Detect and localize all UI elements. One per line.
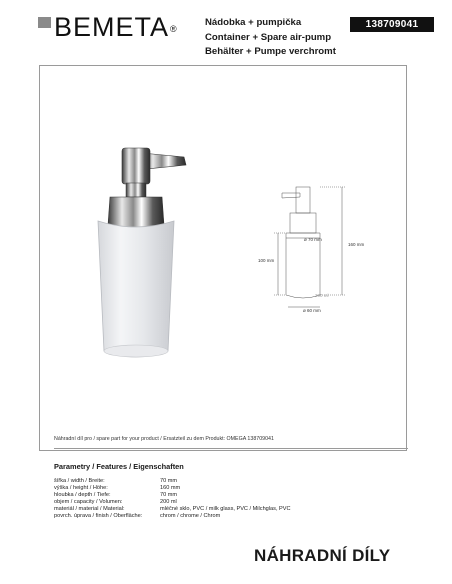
- logo-square-icon: [38, 17, 51, 28]
- footer-spare-parts-label: NÁHRADNÍ DÍLY: [254, 546, 391, 565]
- title-en: Container + Spare air-pump: [205, 31, 332, 43]
- param-value: mléčné sklo, PVC / milk glass, PVC / Milchglas, PVC: [160, 506, 291, 512]
- param-label: výška / height / Höhe:: [54, 485, 108, 491]
- spare-part-note: Náhradní díl pro / spare part for your product / Ersatzteil zu dem Produkt: OMEGA 138709041: [54, 436, 274, 442]
- param-label: objem / capacity / Volumen:: [54, 499, 123, 505]
- section-divider: [54, 448, 408, 449]
- pump-collar: [108, 197, 164, 228]
- drawing-nozzle: [282, 193, 300, 198]
- drawing-pump-head: [296, 187, 310, 213]
- dim-height-total: 160 mm: [348, 242, 365, 247]
- dim-volume: 200 ml: [315, 293, 329, 298]
- glass-base: [104, 345, 168, 357]
- drawing-body: [286, 233, 320, 298]
- param-label: hloubka / depth / Tiefe:: [54, 492, 111, 498]
- product-titles: [205, 16, 336, 60]
- param-row-finish: [54, 513, 354, 520]
- registered-mark: ®: [170, 24, 178, 34]
- parameters-title: Parametry / Features / Eigenschaften: [54, 462, 184, 471]
- param-row-capacity: [54, 499, 354, 506]
- param-label: šířka / width / Breite:: [54, 478, 105, 484]
- dim-height-body: 100 mm: [258, 258, 275, 263]
- dim-diameter-base: ø 60 mm: [303, 308, 321, 313]
- product-code-badge: 138709041: [350, 17, 434, 32]
- param-value: chrom / chrome / Chrom: [160, 513, 221, 519]
- pump-stem: [126, 183, 146, 197]
- product-photo: [84, 135, 204, 370]
- param-value: 70 mm: [160, 478, 178, 484]
- pump-head: [122, 148, 150, 184]
- param-row-height: [54, 485, 354, 492]
- glass-container: [98, 221, 174, 357]
- brand-name: BEMETA: [54, 12, 170, 42]
- param-value: 70 mm: [160, 492, 178, 498]
- param-value: 160 mm: [160, 485, 181, 491]
- param-value: 200 ml: [160, 499, 177, 505]
- dim-diameter-top: ø 70 mm: [304, 237, 322, 242]
- brand-logo: [54, 12, 178, 42]
- param-row-width: [54, 478, 354, 485]
- param-row-material: [54, 506, 354, 513]
- param-label: materiál / material / Material:: [54, 506, 125, 512]
- param-label: povrch. úprava / finish / Oberfläche:: [54, 513, 143, 519]
- drawing-collar: [290, 213, 316, 233]
- title-de: Behälter + Pumpe verchromt: [205, 46, 336, 57]
- param-row-depth: [54, 492, 354, 499]
- title-cz: Nádobka + pumpička: [205, 17, 302, 28]
